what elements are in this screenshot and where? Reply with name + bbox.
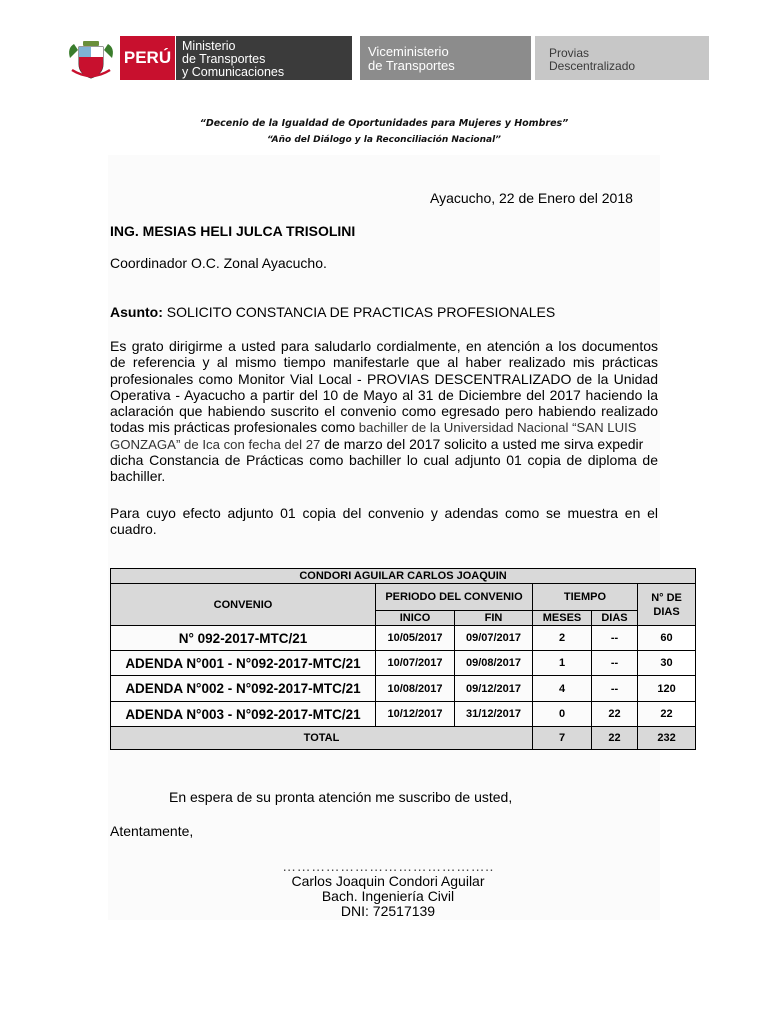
letter-date: Ayacucho, 22 de Enero del 2018 [430, 190, 633, 206]
provias-line-2: Descentralizado [549, 59, 636, 73]
row-inicio: 10/08/2017 [376, 676, 455, 702]
paragraph-2 [110, 505, 658, 538]
p1-line-6a: todas mis prácticas profesionales como [110, 419, 356, 436]
recipient-name: ING. MESIAS HELI JULCA TRISOLINI [110, 223, 356, 239]
signer-name: Carlos Joaquin Condori Aguilar [291, 873, 485, 889]
ministerio-line-1: Ministerio [182, 39, 236, 53]
header-inicio: INICO [376, 611, 455, 626]
subject-line [110, 304, 555, 320]
row-ndias: 22 [638, 702, 696, 727]
row-meses: 2 [533, 626, 592, 651]
p1-line-1: Es grato dirigirme a usted para saludarlo cordialmente, en atención a los documentos [110, 338, 658, 354]
row-convenio: N° 092-2017-MTC/21 [111, 626, 376, 651]
ministerio-line-2: de Transportes [182, 52, 266, 66]
p2-line-1: Para cuyo efecto adjunto 01 copia del convenio y adendas como se muestra en el [110, 505, 658, 521]
signature-dots: …………………………………….. [282, 858, 494, 874]
recipient-role: Coordinador O.C. Zonal Ayacucho. [110, 255, 327, 271]
coat-of-arms-logo [66, 38, 116, 80]
row-dias: -- [592, 651, 638, 676]
header-meses: MESES [533, 611, 592, 626]
row-fin: 09/12/2017 [455, 676, 533, 702]
signer-dni: DNI: 72517139 [340, 903, 436, 919]
p1-line-6b: bachiller de la Universidad Nacional “SAN LUIS [355, 420, 637, 436]
viceministerio-box [360, 36, 531, 80]
row-inicio: 10/05/2017 [376, 626, 455, 651]
table-row [111, 651, 696, 676]
provias-box [535, 36, 709, 80]
anio-slogan: “Año del Diálogo y la Reconciliación Nacional” [267, 135, 501, 145]
subject-text: SOLICITO CONSTANCIA DE PRACTICAS PROFESIONALES [162, 304, 556, 320]
p1-line-5: aclaración que habiendo suscrito el convenio como egresado pero habiendo realizado [110, 403, 658, 420]
row-dias: -- [592, 626, 638, 651]
total-dias: 22 [592, 727, 638, 750]
convenio-table [110, 568, 696, 750]
header-dias: DIAS [592, 611, 638, 626]
total-label: TOTAL [111, 727, 533, 750]
table-title: CONDORI AGUILAR CARLOS JOAQUIN [111, 569, 696, 584]
row-fin: 31/12/2017 [455, 702, 533, 727]
p1-line-7 [110, 436, 658, 452]
row-dias: -- [592, 676, 638, 702]
table-row [111, 676, 696, 702]
p1-line-6 [110, 419, 658, 435]
row-ndias: 120 [638, 676, 696, 702]
p2-line-2: cuadro. [110, 521, 157, 538]
p1-line-2: de referencia y al mismo tiempo manifestarle que al haber realizado mis prácticas [110, 354, 658, 371]
p1-line-4: Operativa - Ayacucho a partir del 10 de Mayo al 31 de Diciembre del 2017 haciendo la [110, 386, 658, 403]
row-meses: 4 [533, 676, 592, 702]
p1-line-3: profesionales como Monitor Vial Local - PROVIAS DESCENTRALIZADO de la Unidad [110, 370, 658, 387]
header-fin: FIN [455, 611, 533, 626]
peru-brand-text: PERÚ [123, 48, 172, 67]
total-ndias: 232 [638, 727, 696, 750]
peru-brand-box [120, 36, 175, 80]
row-inicio: 10/12/2017 [376, 702, 455, 727]
row-ndias: 30 [638, 651, 696, 676]
header-ndias: N° DE DIAS [638, 584, 696, 626]
row-ndias: 60 [638, 626, 696, 651]
paragraph-1 [110, 338, 658, 485]
ministerio-box [176, 36, 352, 80]
row-inicio: 10/07/2017 [376, 651, 455, 676]
decenio-slogan: “Decenio de la Igualdad de Oportunidades para Mujeres y Hombres” [199, 118, 569, 129]
row-meses: 1 [533, 651, 592, 676]
row-convenio: ADENDA N°003 - N°092-2017-MTC/21 [111, 702, 376, 727]
vice-line-1: Viceministerio [368, 44, 449, 59]
row-convenio: ADENDA N°002 - N°092-2017-MTC/21 [111, 676, 376, 702]
row-convenio: ADENDA N°001 - N°092-2017-MTC/21 [111, 651, 376, 676]
row-fin: 09/08/2017 [455, 651, 533, 676]
row-dias: 22 [592, 702, 638, 727]
closing-line: En espera de su pronta atención me suscribo de usted, [169, 789, 513, 805]
header-tiempo: TIEMPO [533, 584, 638, 611]
p1-line-7b: de marzo del 2017 solicito a usted me sirva expedir [320, 435, 644, 452]
total-row [111, 727, 696, 750]
header-periodo: PERIODO DEL CONVENIO [376, 584, 533, 611]
p1-line-8: dicha Constancia de Prácticas como bachiller lo cual adjunto 01 copia de diploma de [110, 452, 658, 469]
table-row [111, 702, 696, 727]
ministerio-line-3: y Comunicaciones [182, 65, 285, 79]
subject-label: Asunto: [110, 304, 163, 320]
signer-title: Bach. Ingeniería Civil [321, 888, 455, 904]
header-convenio: CONVENIO [111, 584, 376, 626]
p1-line-9: bachiller. [110, 468, 166, 485]
vice-line-2: de Transportes [368, 58, 455, 73]
p1-line-7a: GONZAGA” de Ica con fecha del 27 [110, 436, 321, 452]
row-meses: 0 [533, 702, 592, 727]
row-fin: 09/07/2017 [455, 626, 533, 651]
total-meses: 7 [533, 727, 592, 750]
table-row [111, 626, 696, 651]
provias-line-1: Provias [549, 46, 590, 60]
atentamente: Atentamente, [110, 823, 194, 839]
